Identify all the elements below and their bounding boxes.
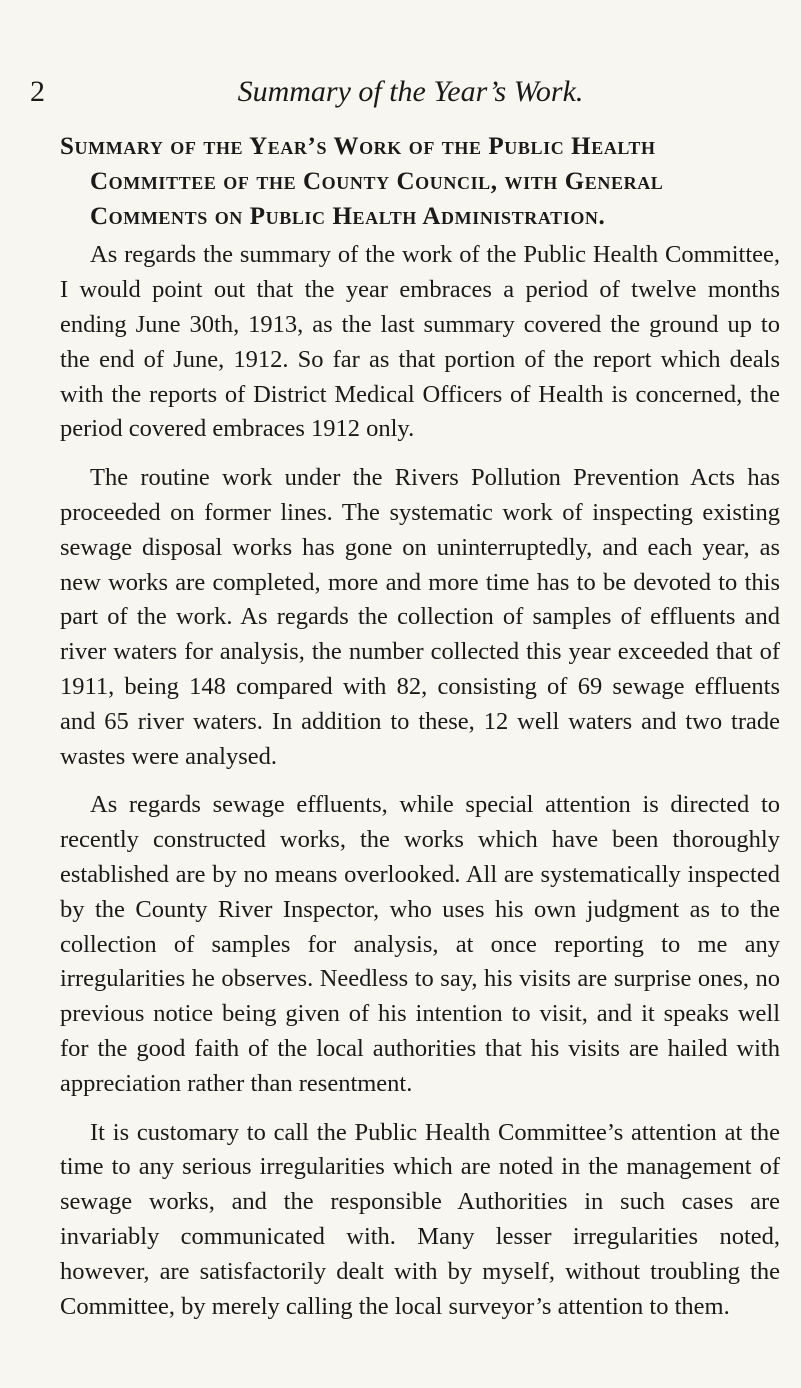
paragraph-sewage-effluents: As regards sewage effluents, while special attention is directed to recently constructed works, the works which have been thoroughly established are by no means overlooked. All are systematically inspected by the County River Inspector, who uses his own judgment as to the collection of samples for analysis, at once reporting to me any irregularities he observes. Needless to say, his visits are surprise ones, no previous notice being given of his intention to visit, and it speaks well for the good faith of the local authorities that his visits are hailed with appreciation rather than resentment. xyxy=(60,791,780,1097)
section-heading-line-1: Summary of the Year’s Work of the Public Health xyxy=(60,133,656,160)
page-number: 2 xyxy=(30,75,45,108)
paragraph-rivers-pollution: The routine work under the Rivers Pollution Prevention Acts has proceeded on former lines. The systematic work of inspecting existing sewage disposal works has gone on uninterruptedly, and each year, as new works are completed, more and more time has to be devoted to this part of the work. As regards the collection of samples of effluents and river waters for analysis, the number collected this year exceeded that of 1911, being 148 compared with 82, consisting of 69 sewage effluents and 65 river waters. In addition to these, 12 well waters and two trade wastes were analysed. xyxy=(60,464,780,770)
section-heading xyxy=(60,130,780,234)
running-title: Summary of the Year’s Work. xyxy=(237,75,584,108)
running-head xyxy=(30,72,771,112)
paragraph-irregularities: It is customary to call the Public Health Committee’s attention at the time to any serious irregularities which are noted in the management of sewage works, and the responsible Authorities in such cases are invariably communicated with. Many lesser irregularities noted, however, are satisfactorily dealt with by myself, without troubling the Committee, by merely calling the local surveyor’s attention to them. xyxy=(60,1118,780,1320)
section-heading-line-2: Committee of the County Council, with General xyxy=(90,167,664,195)
paragraph-summary-period: As regards the summary of the work of the Public Health Committee, I would point out that the year embraces a period of twelve months ending June 30th, 1913, as the last summary covered the ground up to the end of June, 1912. So far as that portion of the report which deals with the reports of District Medical Officers of Health is concerned, the period covered embraces 1912 only. xyxy=(60,241,780,443)
section-heading-line-3: Comments on Public Health Administration. xyxy=(90,202,606,230)
document-body xyxy=(60,130,780,1338)
